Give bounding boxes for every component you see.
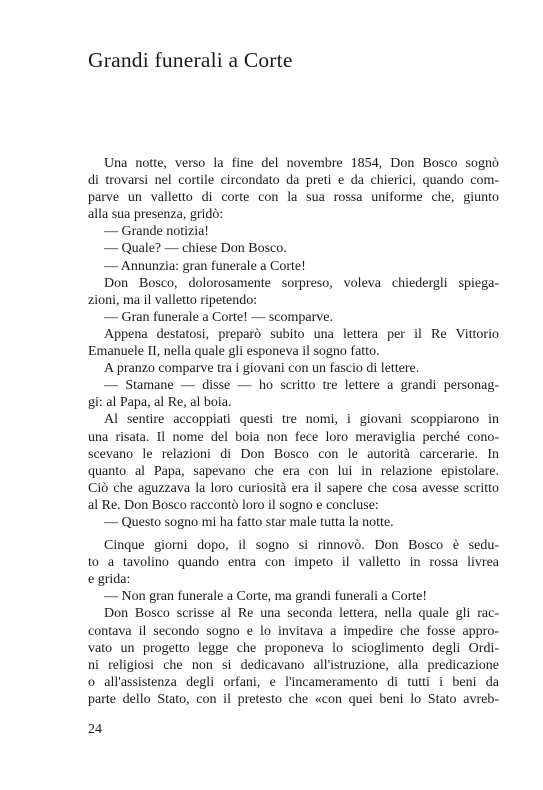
text-line: scevano le relazioni di Don Bosco con le autorità carcerarie. In: [88, 446, 499, 462]
text-line: Appena destatosi, preparò subito una lettera per il Re Vittorio: [104, 326, 499, 342]
text-line: — Quale? — chiese Don Bosco.: [104, 241, 287, 257]
page-number: 24: [88, 722, 102, 737]
paragraph: [88, 275, 499, 309]
paragraph: [88, 514, 499, 531]
paragraph: [88, 155, 499, 223]
text-line: gi: al Papa, al Re, al boia.: [88, 395, 232, 411]
text-line: — Stamane — disse — ho scritto tre lettere a grandi personag-: [104, 378, 499, 394]
text-line: A pranzo comparve tra i giovani con un fascio di lettere.: [104, 361, 420, 377]
text-line: zioni, ma il valletto ripetendo:: [88, 292, 258, 308]
paragraph: [88, 240, 499, 257]
text-line: to a tavolino quando entra con impeto il valletto in rossa livrea: [88, 555, 499, 571]
text-line: Al sentire accoppiati questi tre nomi, i giovani scoppiarono in: [104, 412, 499, 428]
text-line: una risata. Il nome del boia non fece loro meraviglia perché cono-: [88, 429, 499, 445]
text-line: Una notte, verso la fine del novembre 1854, Don Bosco sognò: [104, 156, 499, 171]
text-line: alla sua presenza, gridò:: [88, 207, 224, 223]
text-line: Emanuele II, nella quale gli esponeva il sogno fatto.: [88, 344, 380, 360]
text-line: quanto al Papa, sapevano che era con lui in relazione epistolare.: [88, 463, 499, 479]
text-line: al Re. Don Bosco raccontò loro il sogno e concluse:: [88, 497, 379, 513]
text-line: contava il secondo sogno e lo invitava a impedire che fosse appro-: [88, 623, 499, 639]
text-line: ni religiosi che non si dedicavano all'istruzione, alla predicazione: [88, 657, 499, 673]
paragraph: [88, 605, 499, 708]
text-line: — Annunzia: gran funerale a Corte!: [104, 258, 306, 274]
text-line: vato un progetto legge che proponeva lo scioglimento degli Ordi-: [88, 640, 499, 656]
text-line: — Gran funerale a Corte! — scomparve.: [104, 309, 333, 325]
paragraph: [88, 223, 499, 240]
text-line: — Non gran funerale a Corte, ma grandi funerali a Corte!: [104, 589, 428, 605]
paragraph: [88, 326, 499, 360]
paragraph: [88, 309, 499, 326]
text-line: parte dello Stato, con il pretesto che «con quei beni lo Stato avreb-: [88, 691, 499, 707]
paragraph: [88, 588, 499, 605]
text-line: Cinque giorni dopo, il sogno si rinnovò. Don Bosco è sedu-: [104, 538, 499, 554]
text-line: — Grande notizia!: [104, 224, 209, 240]
text-line: o all'assistenza degli orfani, e l'incameramento di tutti i beni da: [88, 674, 499, 690]
text-line: parve un valletto di corte con la sua rossa uniforme che, giunto: [88, 190, 499, 206]
text-line: — Questo sogno mi ha fatto star male tutta la notte.: [104, 514, 394, 530]
paragraph: [88, 411, 499, 514]
paragraph: [88, 537, 499, 588]
paragraph: [88, 377, 499, 411]
paragraph: [88, 258, 499, 275]
text-line: Don Bosco, dolorosamente sorpreso, voleva chiedergli spiega-: [104, 275, 499, 291]
text-line: di trovarsi nel cortile circondato da preti e da chierici, quando com-: [88, 173, 499, 189]
text-line: e grida:: [88, 572, 131, 588]
body-text: [88, 155, 499, 708]
text-line: Don Bosco scrisse al Re una seconda lettera, nella quale gli rac-: [104, 606, 499, 622]
text-line: Ciò che aguzzava la loro curiosità era il sapere che cosa avesse scritto: [88, 480, 499, 496]
chapter-title: Grandi funerali a Corte: [88, 48, 293, 72]
paragraph: [88, 360, 499, 377]
